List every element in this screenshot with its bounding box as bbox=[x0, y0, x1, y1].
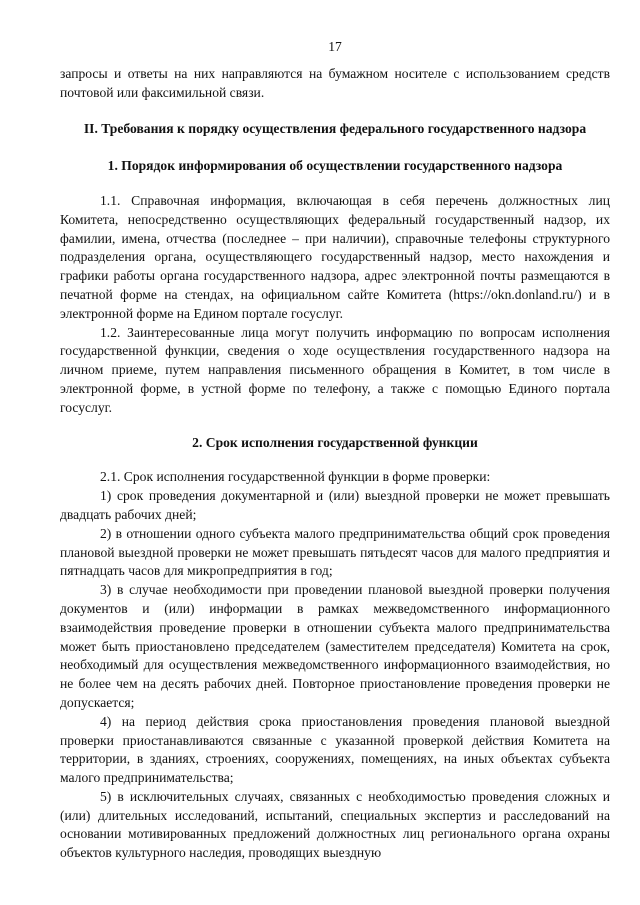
list-item-5: 5) в исключительных случаях, связанных с необходимостью проведения сложных и (или) длительных исследований, испытаний, специальных экспертиз и расследований на основании мотивированных предложений должностных лиц регионального органа охраны объектов культурного наследия, проводящих выездную bbox=[60, 788, 610, 861]
paragraph-continuation: запросы и ответы на них направляются на бумажном носителе с использованием средств почтовой или факсимильной связи. bbox=[60, 65, 610, 100]
paragraph-1-2: 1.2. Заинтересованные лица могут получить информацию по вопросам исполнения государственной функции, сведения о ходе осуществления государственного надзора на личном приеме, путем направления письменного обращения в Комитет, в том числе в электронной форме, в устной форме по телефону, а также с помощью Единого портала госуслуг. bbox=[60, 324, 610, 415]
list-item-3: 3) в случае необходимости при проведении плановой выездной проверки получения документов и (или) информации в рамках межведомственного информационного взаимодействия проведение проверки в отношении субъекта малого предпринимательства может быть приостановлено председателем (заместителем председателя) Комитета на срок, необходимый для осуществления межведомственного информационного взаимодействия, но не более чем на десять рабочих дней. Повторное приостановление проведения проверки не допускается; bbox=[60, 582, 610, 710]
section-title: II. Требования к порядку осуществления федерального государственного надзора bbox=[83, 121, 587, 137]
subsection-title-2: 2. Срок исполнения государственной функции bbox=[192, 434, 478, 450]
list-item-4: 4) на период действия срока приостановления проведения плановой выездной проверки приостанавливаются связанные с указанной проверкой действия Комитета на территории, в зданиях, строениях, сооружениях, помещениях, на иных объектах субъекта малого предпринимательства; bbox=[60, 713, 610, 786]
paragraph-2-1: 2.1. Срок исполнения государственной функции в форме проверки: bbox=[100, 469, 491, 485]
list-item-2: 2) в отношении одного субъекта малого предпринимательства общий срок проведения плановой выездной проверки не может превышать пятьдесят часов для малого предприятия и пятнадцать часов для микропредприятия в год; bbox=[60, 525, 610, 579]
list-item-1: 1) срок проведения документарной и (или) выездной проверки не может превышать двадцать рабочих дней; bbox=[60, 488, 610, 522]
document-page bbox=[60, 38, 610, 863]
page-number: 17 bbox=[328, 39, 342, 54]
paragraph-1-1: 1.1. Справочная информация, включающая в себя перечень должностных лиц Комитета, непосредственно осуществляющих федеральный государственный надзор, их фамилии, имена, отчества (последнее – при наличии), справочные телефоны структурного подразделения органа, осуществляющего государственный надзор, место нахождения и графики работы органа государственного надзора, адрес электронной почты размещаются в печатной форме на стендах, на официальном сайте Комитета (https://okn.donland.ru/) и в электронной форме на Едином портале госуслуг. bbox=[60, 192, 610, 321]
subsection-title-1: 1. Порядок информирования об осуществлении государственного надзора bbox=[107, 158, 563, 174]
